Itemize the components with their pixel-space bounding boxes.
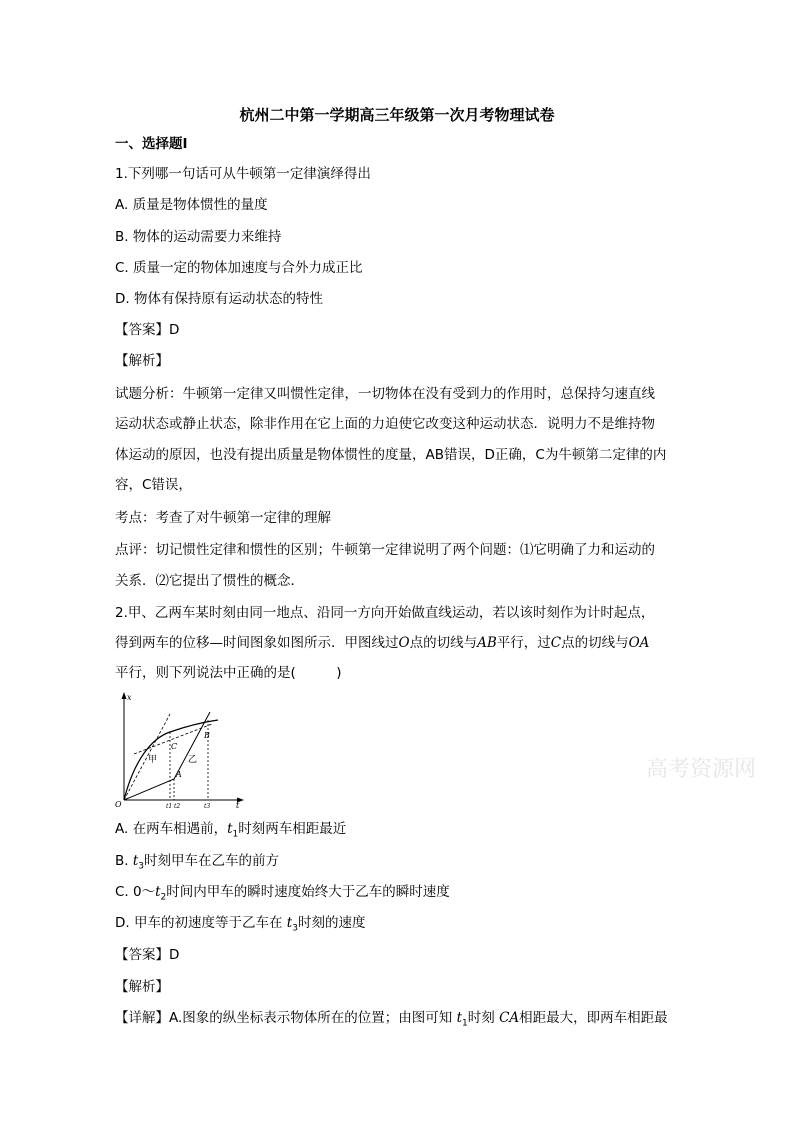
q2-option-a: A. 在两车相遇前，$t_1$时刻两车相距最近 bbox=[115, 821, 347, 840]
q2-option-c: C. $0\sim t_2$时间内甲车的瞬时速度始终大于乙车的瞬时速度 bbox=[115, 884, 450, 903]
q1-option-a: A. 质量是物体惯性的量度 bbox=[115, 197, 268, 213]
q2-option-d: D. 甲车的初速度等于乙车在 $t_3$时刻的速度 bbox=[115, 915, 366, 934]
t1-label: t1 bbox=[166, 803, 173, 810]
q2-var-ab: AB bbox=[477, 635, 497, 651]
q2-stem-line: 平行，则下列说法中正确的是( ) bbox=[115, 665, 342, 681]
q2-detail-line: 【详解】A.图象的纵坐标表示物体所在的位置；由图可知 $t_1$时刻 CA相距最大，即两车相距最 bbox=[115, 1010, 668, 1029]
page-title: 杭州二中第一学期高三年级第一次月考物理试卷 bbox=[239, 106, 555, 124]
point-a-label: A bbox=[176, 770, 182, 779]
point-b-label: B bbox=[204, 731, 210, 740]
q2-option-b: B. $t_3$时刻甲车在乙车的前方 bbox=[115, 853, 280, 872]
position-time-graph bbox=[112, 690, 252, 810]
t3-label: t3 bbox=[204, 803, 211, 810]
q1-answer: 【答案】D bbox=[115, 322, 180, 338]
q1-analysis-line: 运动状态或静止状态，除非作用在它上面的力迫使它改变这种运动状态．说明力不是维持物 bbox=[115, 416, 655, 432]
q2-var-oa: OA bbox=[628, 635, 650, 651]
q1-option-d: D. 物体有保持原有运动状态的特性 bbox=[115, 291, 323, 307]
q2-stem-line: 得到两车的位移—时间图象如图所示．甲图线过O点的切线与AB平行，过C点的切线与OA bbox=[115, 635, 650, 651]
q2-analysis-label: 【解析】 bbox=[115, 979, 169, 995]
point-c-label: C bbox=[171, 742, 178, 751]
q1-analysis-line: 容，C错误， bbox=[115, 477, 192, 493]
q1-stem: 1.下列哪一句话可从牛顿第一定律演绎得出 bbox=[115, 166, 371, 182]
origin-label: O bbox=[115, 800, 122, 809]
t-axis-label: t bbox=[236, 801, 240, 810]
q1-dianping-line: 点评：切记惯性定律和惯性的区别；牛顿第一定律说明了两个问题：⑴它明确了力和运动的 bbox=[115, 542, 655, 558]
q2-var-o: O bbox=[398, 635, 410, 651]
q1-analysis-line: 试题分析：牛顿第一定律又叫惯性定律，一切物体在没有受到力的作用时，总保持匀速直线 bbox=[115, 386, 655, 402]
q1-dianping-line: 关系．⑵它提出了惯性的概念． bbox=[115, 573, 304, 589]
curve-jia-label: 甲 bbox=[148, 755, 158, 765]
q2-var-c: C bbox=[550, 635, 562, 651]
q2-answer: 【答案】D bbox=[115, 947, 180, 963]
x-axis-label: x bbox=[127, 693, 132, 702]
q1-kaodian: 考点：考查了对牛顿第一定律的理解 bbox=[115, 510, 331, 526]
q1-analysis-line: 体运动的原因，也没有提出质量是物体惯性的度量，AB错误，D正确，C为牛顿第二定律的内 bbox=[115, 447, 667, 463]
q1-option-c: C. 质量一定的物体加速度与合外力成正比 bbox=[115, 260, 363, 276]
q1-analysis-label: 【解析】 bbox=[115, 353, 169, 369]
tangent-at-o bbox=[124, 714, 170, 800]
t2-label: t2 bbox=[174, 803, 181, 810]
section-heading: 一、选择题Ⅰ bbox=[115, 136, 188, 152]
line-yi-label: 乙 bbox=[188, 755, 198, 765]
q2-stem-line: 2.甲、乙两车某时刻由同一地点、沿同一方向开始做直线运动，若以该时刻作为计时起点， bbox=[115, 605, 655, 621]
x-axis-arrow bbox=[122, 692, 127, 699]
line-yi bbox=[124, 712, 210, 800]
q1-option-b: B. 物体的运动需要力来维持 bbox=[115, 229, 282, 245]
watermark: 高考资源网 bbox=[646, 757, 757, 782]
